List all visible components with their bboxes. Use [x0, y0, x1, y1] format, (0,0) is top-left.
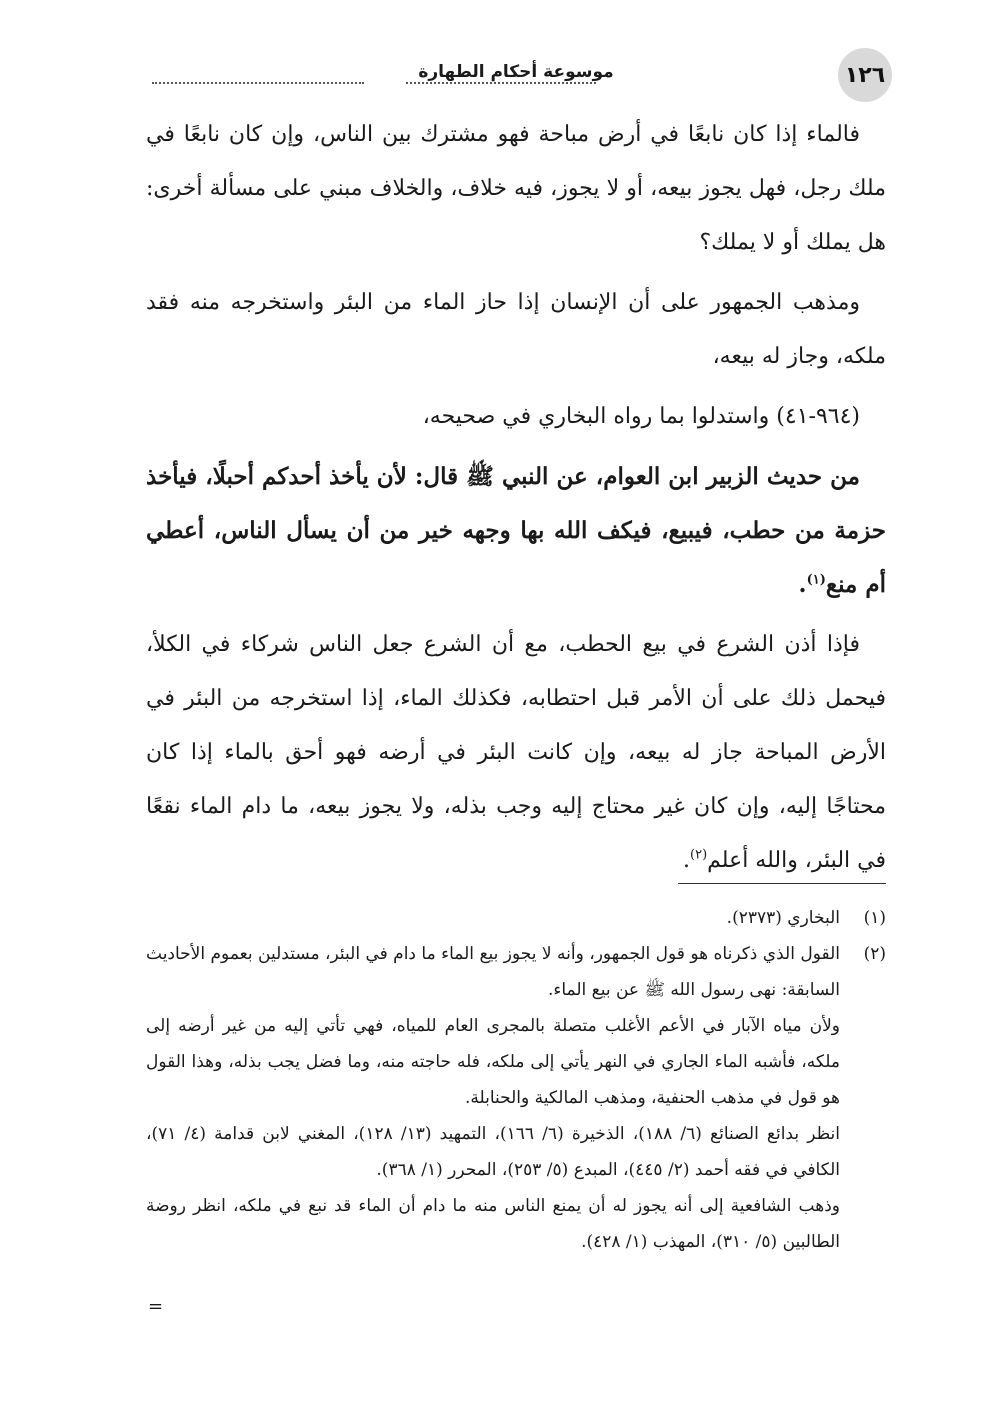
footnote-separator	[678, 883, 886, 884]
footnote-1	[146, 900, 886, 936]
footnote-2-para-3: انظر بدائع الصنائع (٦/ ١٨٨)، الذخيرة (٦/ ١٦٦)، التمهيد (١٣/ ١٢٨)، المغني لابن قدامة (٤/ ٧١)، الكافي في فقه أحمد (٢/ ٤٤٥)، المبدع (٥/ ٢٥٣)، المحرر (١/ ٣٦٨).	[146, 1124, 841, 1180]
paragraph-2: ومذهب الجمهور على أن الإنسان إذا حاز الماء من البئر واستخرجه منه فقد ملكه، وجاز له بيعه،	[146, 290, 886, 369]
hadith-paragraph	[146, 450, 886, 612]
footnotes	[146, 900, 886, 1260]
footnote-2-number: (٢)	[863, 944, 886, 964]
footnote-2-para-2: ولأن مياه الآبار في الأعم الأغلب متصلة بالمجرى العام للمياه، فهي تأتي إليه من غير أرضه إلى ملكه، فأشبه الماء الجاري في النهر يأتي إلى ملكه، فله حاجته منه، وما فضل يجب بذله، وهذا القول هو قول في مذهب الحنفية، ومذهب المالكية والحنابلة.	[146, 1016, 840, 1108]
footnote-2-para-1: القول الذي ذكرناه هو قول الجمهور، وأنه لا يجوز بيع الماء ما دام في البئر، مستدلين بعموم الأحاديث السابقة: نهى رسول الله ﷺ عن بيع الماء.	[146, 944, 840, 1000]
footnote-continues-mark: =	[148, 1296, 164, 1317]
main-text	[146, 108, 886, 894]
page-number-badge: ١٢٦	[838, 48, 892, 102]
hadith-end-punct: .	[798, 571, 807, 598]
paragraph-3: (٩٦٤-٤١) واستدلوا بما رواه البخاري في صحيحه،	[422, 404, 860, 429]
hadith-text: من حديث الزبير ابن العوام، عن النبي ﷺ قال: لأن يأخذ أحدكم أحبلًا، فيأخذ حزمة من حطب، فيبيع، فيكف الله بها وجهه خير من أن يسأل الناس، أعطي أم منع	[146, 463, 886, 598]
paragraph-5	[146, 618, 886, 888]
paragraph-1: فالماء إذا كان نابعًا في أرض مباحة فهو مشترك بين الناس، وإن كان نابعًا في ملك رجل، فهل يجوز بيعه، أو لا يجوز، فيه خلاف، والخلاف مبني على مسألة أخرى: هل يملك أو لا يملك؟	[146, 122, 886, 255]
footnote-ref-1[interactable]: (١)	[806, 572, 826, 588]
footnote-ref-2[interactable]: (٢)	[690, 847, 708, 863]
footnote-1-number: (١)	[863, 908, 886, 928]
header-dotted-rule-left	[152, 82, 364, 84]
page-header	[140, 44, 892, 108]
running-title-text: موسوعة أحكام الطهارة	[410, 62, 621, 82]
footnote-2-para-4: وذهب الشافعية إلى أنه يجوز له أن يمنع الناس منه ما دام أن الماء قد نبع في ملكه، انظر روضة الطالبين (٥/ ٣١٠)، المهذب (١/ ٤٢٨).	[146, 1196, 840, 1252]
paragraph-5-end-punct: .	[683, 848, 690, 873]
header-dotted-rule-right	[406, 82, 596, 84]
running-title	[140, 62, 892, 82]
footnote-2	[146, 936, 886, 1260]
paragraph-5-text: فإذا أذن الشرع في بيع الحطب، مع أن الشرع جعل الناس شركاء في الكلأ، فيحمل ذلك على أن الأمر قبل احتطابه، فكذلك الماء، إذا استخرجه من البئر في الأرض المباحة جاز له بيعه، وإن كانت البئر في أرضه فهو أحق بالماء إذا كان محتاجًا إليه، وإن كان غير محتاج إليه وجب بذله، ولا يجوز بيعه، ما دام الماء نقعًا في البئر، والله أعلم	[146, 632, 886, 873]
footnote-1-text: البخاري (٢٣٧٣).	[726, 908, 840, 928]
